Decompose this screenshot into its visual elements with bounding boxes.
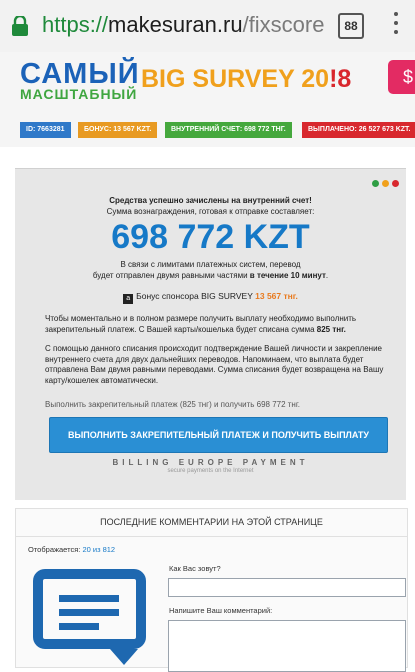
payout-amount: 698 772 KZT <box>111 218 310 256</box>
comment-bubble-tail <box>110 649 138 665</box>
gift-icon: $ <box>388 60 415 94</box>
name-input[interactable] <box>168 578 406 597</box>
comments-count: Отображается: 20 из 812 <box>28 545 116 554</box>
comments-section <box>15 508 408 668</box>
success-message: Средства успешно зачислены на внутренний счет! <box>109 196 312 205</box>
payout-panel <box>15 168 406 500</box>
comment-label: Напишите Ваш комментарий: <box>169 606 273 615</box>
logo-line2: МАСШТАБНЫЙ <box>20 86 138 102</box>
address-field[interactable]: https://makesuran.ru/fixscore <box>42 12 325 37</box>
status-dots <box>369 174 399 192</box>
wallet-icon: a <box>123 294 133 304</box>
browser-url-bar <box>0 0 415 53</box>
bonus-badge: БОНУС: 13 567 KZT. <box>78 122 157 138</box>
amount-caption: Сумма вознаграждения, готовая к отправке составляет: <box>106 207 315 216</box>
sponsor-bonus: a Бонус спонсора BIG SURVEY 13 567 тнг. <box>15 291 406 304</box>
transfer-note: В связи с лимитами платежных систем, перевод будет отправлен двумя равными частями в течение 10 минут. <box>92 260 329 280</box>
billing-subtitle: secure payments on the Internet <box>167 468 254 474</box>
id-badge: ID: 7663281 <box>20 122 71 138</box>
tab-switcher-button[interactable]: 88 <box>338 13 364 39</box>
instruction-paragraph: Чтобы моментально и в полном размере получить выплату необходимо выполнить закрепительный платеж. С Вашей карты/кошелька будет списана сумма 825 тнг. <box>45 314 357 334</box>
make-payment-button[interactable]: ВЫПОЛНИТЬ ЗАКРЕПИТЕЛЬНЫЙ ПЛАТЕЖ И ПОЛУЧИТЬ ВЫПЛАТУ <box>49 417 388 453</box>
billing-brand: BILLING EUROPE PAYMENT <box>112 458 309 467</box>
internal-account-badge: ВНУТРЕННИЙ СЧЕТ: 698 772 ТНГ. <box>165 122 292 138</box>
explanation-paragraph: С помощью данного списания происходит подтверждение Вашей личности и закрепление внутреннего счета для двух дальнейших переводов. Напоминаем, что выплата будет отправлена Вам двумя равными переводами. Сумма списания будет возвращена на Вашу карту/кошелек автоматически. <box>45 344 384 385</box>
site-banner <box>0 52 415 147</box>
lock-icon <box>11 16 29 36</box>
comments-title: ПОСЛЕДНИЕ КОММЕНТАРИИ НА ЭТОЙ СТРАНИЦЕ <box>16 509 407 537</box>
comment-textarea[interactable] <box>168 620 406 672</box>
logo-line1: САМЫЙ <box>20 58 140 90</box>
comment-bubble-icon <box>33 569 146 649</box>
overflow-menu-icon[interactable] <box>393 12 399 38</box>
paid-out-badge: ВЫПЛАЧЕНО: 26 527 673 KZT. <box>302 122 415 138</box>
name-label: Как Вас зовут? <box>169 564 221 573</box>
payment-summary: Выполнить закрепительный платеж (825 тнг) и получить 698 772 тнг. <box>45 400 301 409</box>
survey-title: BIG SURVEY 20!8 <box>141 65 352 93</box>
